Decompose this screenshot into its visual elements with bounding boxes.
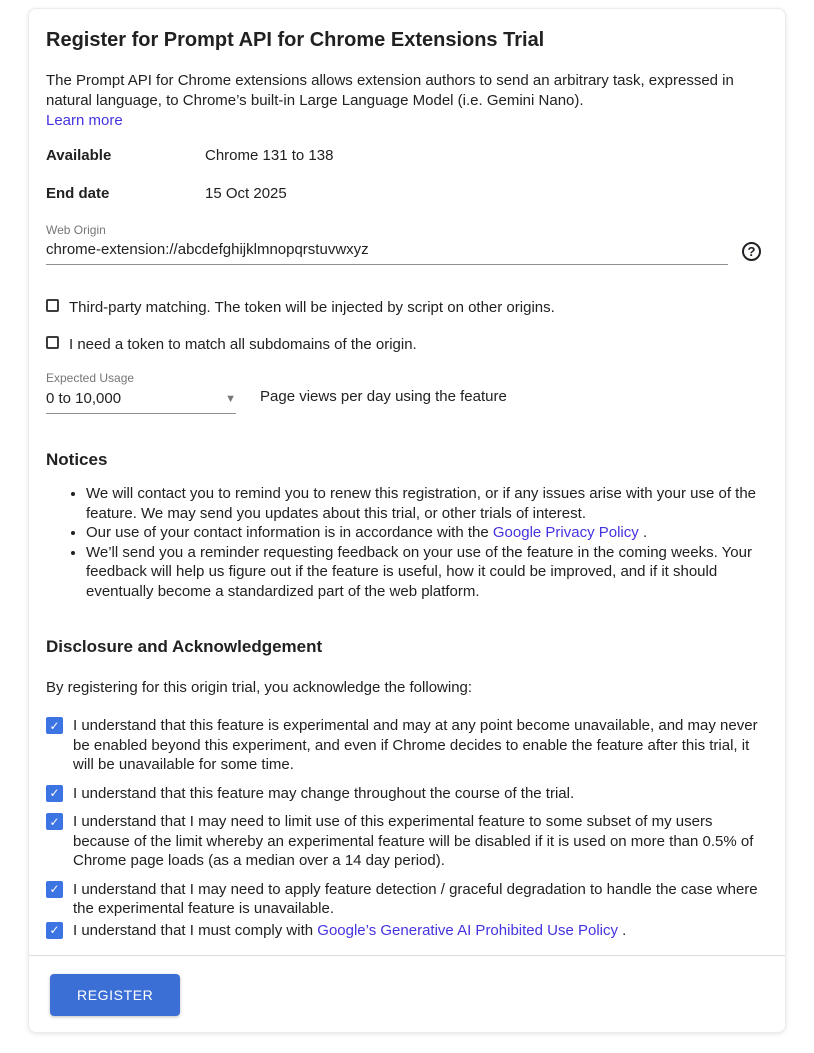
registration-card	[28, 8, 786, 1033]
expected-usage-hint: Page views per day using the feature	[260, 388, 507, 405]
ack-experimental-checkbox[interactable]	[46, 717, 63, 734]
dropdown-arrow-icon: ▼	[225, 392, 236, 405]
notices-heading: Notices	[46, 450, 108, 469]
ack-change-checkbox[interactable]	[46, 785, 63, 802]
trial-details	[46, 147, 761, 203]
notices-list	[46, 484, 761, 601]
trial-description: The Prompt API for Chrome extensions allows extension authors to send an arbitrary task, expressed in natural language, to Chrome’s built-in Large Language Model (i.e. Gemini Nano).	[46, 72, 734, 109]
notice-text: .	[638, 524, 648, 541]
disclosure-heading: Disclosure and Acknowledgement	[46, 637, 323, 656]
page-title: Register for Prompt API for Chrome Extensions Trial	[46, 29, 545, 51]
notice-text: Our use of your contact information is in accordance with the	[86, 524, 493, 541]
ack-policy-label	[73, 921, 626, 941]
notice-text: We will contact you to remind you to renew this registration, or if any issues arise with your use of the feature. We may send you updates about this trial, or other trials of interest.	[86, 485, 757, 522]
web-origin-field	[46, 223, 761, 265]
acknowledgement-list	[46, 716, 761, 940]
disclosure-intro: By registering for this origin trial, you acknowledge the following:	[46, 679, 473, 696]
check-icon: ✓	[49, 786, 60, 800]
end-date-label: End date	[46, 185, 110, 202]
ack-experimental-row[interactable]	[46, 716, 761, 775]
expected-usage-select[interactable]	[46, 385, 236, 414]
google-privacy-policy-link[interactable]: Google Privacy Policy	[492, 524, 639, 541]
ack-feature-detection-checkbox[interactable]	[46, 881, 63, 898]
ack-policy-checkbox[interactable]	[46, 922, 63, 939]
expected-usage-row	[46, 371, 761, 414]
ack-change-label: I understand that this feature may change throughout the course of the trial.	[73, 784, 575, 802]
expected-usage-label: Expected Usage	[46, 371, 135, 385]
ack-usage-limit-checkbox[interactable]	[46, 813, 63, 830]
third-party-matching-checkbox[interactable]	[46, 299, 59, 312]
ack-feature-detection-label: I understand that I may need to apply feature detection / graceful degradation to handle the case where the experimental feature is unavailable.	[73, 880, 758, 917]
check-icon: ✓	[49, 882, 60, 896]
notice-item	[86, 484, 761, 523]
web-origin-row	[46, 237, 761, 265]
ack-change-row[interactable]	[46, 784, 761, 804]
generative-ai-policy-link[interactable]: Google’s Generative AI Prohibited Use Policy	[317, 921, 618, 939]
subdomain-matching-option[interactable]	[46, 335, 761, 355]
detail-row-end-date	[46, 185, 761, 203]
ack-usage-limit-row[interactable]	[46, 812, 761, 871]
ack-usage-limit-label: I understand that I may need to limit use of this experimental feature to some subset of my users because of the limit whereby an experimental feature will be disabled if it is used on more than 0.5% of Chrome page loads (as a median over a 14 day period).	[73, 813, 754, 869]
ack-feature-detection-row[interactable]	[46, 880, 761, 919]
check-icon: ✓	[49, 923, 60, 937]
third-party-matching-label: Third-party matching. The token will be injected by script on other origins.	[69, 299, 555, 316]
learn-more-link[interactable]: Learn more	[46, 112, 123, 129]
end-date-value: 15 Oct 2025	[205, 185, 287, 202]
ack-policy-row[interactable]	[46, 921, 761, 941]
expected-usage-field	[46, 371, 236, 414]
available-value: Chrome 131 to 138	[205, 147, 334, 164]
notice-item	[86, 543, 761, 602]
token-options	[46, 298, 761, 354]
ack-experimental-label: I understand that this feature is experimental and may at any point become unavailable, and may never be enabled beyond this experiment, and even if Chrome decides to enable the feature after this trial, it will be unavailable for some time.	[73, 717, 758, 773]
register-button[interactable]: REGISTER	[50, 974, 180, 1016]
notice-text: We’ll send you a reminder requesting feedback on your use of the feature in the coming weeks. Your feedback will help us figure out if the feature is useful, how it could be improved, and if it should eventually become a standardized part of the web platform.	[86, 543, 752, 600]
ack-policy-text: I understand that I must comply with	[73, 921, 318, 939]
card-body	[29, 9, 785, 940]
card-footer	[29, 955, 785, 1032]
check-icon: ✓	[49, 814, 60, 829]
expected-usage-value: 0 to 10,000	[46, 390, 122, 407]
ack-policy-text: .	[618, 921, 627, 939]
subdomain-matching-label: I need a token to match all subdomains of the origin.	[69, 335, 417, 353]
subdomain-matching-checkbox[interactable]	[46, 336, 59, 349]
help-icon[interactable]: ?	[742, 242, 761, 261]
check-icon: ✓	[49, 718, 60, 733]
third-party-matching-option[interactable]	[46, 298, 761, 318]
detail-row-available	[46, 147, 761, 165]
web-origin-label: Web Origin	[46, 223, 106, 237]
notice-item	[86, 523, 761, 543]
web-origin-input[interactable]	[46, 237, 728, 265]
available-label: Available	[46, 147, 112, 164]
